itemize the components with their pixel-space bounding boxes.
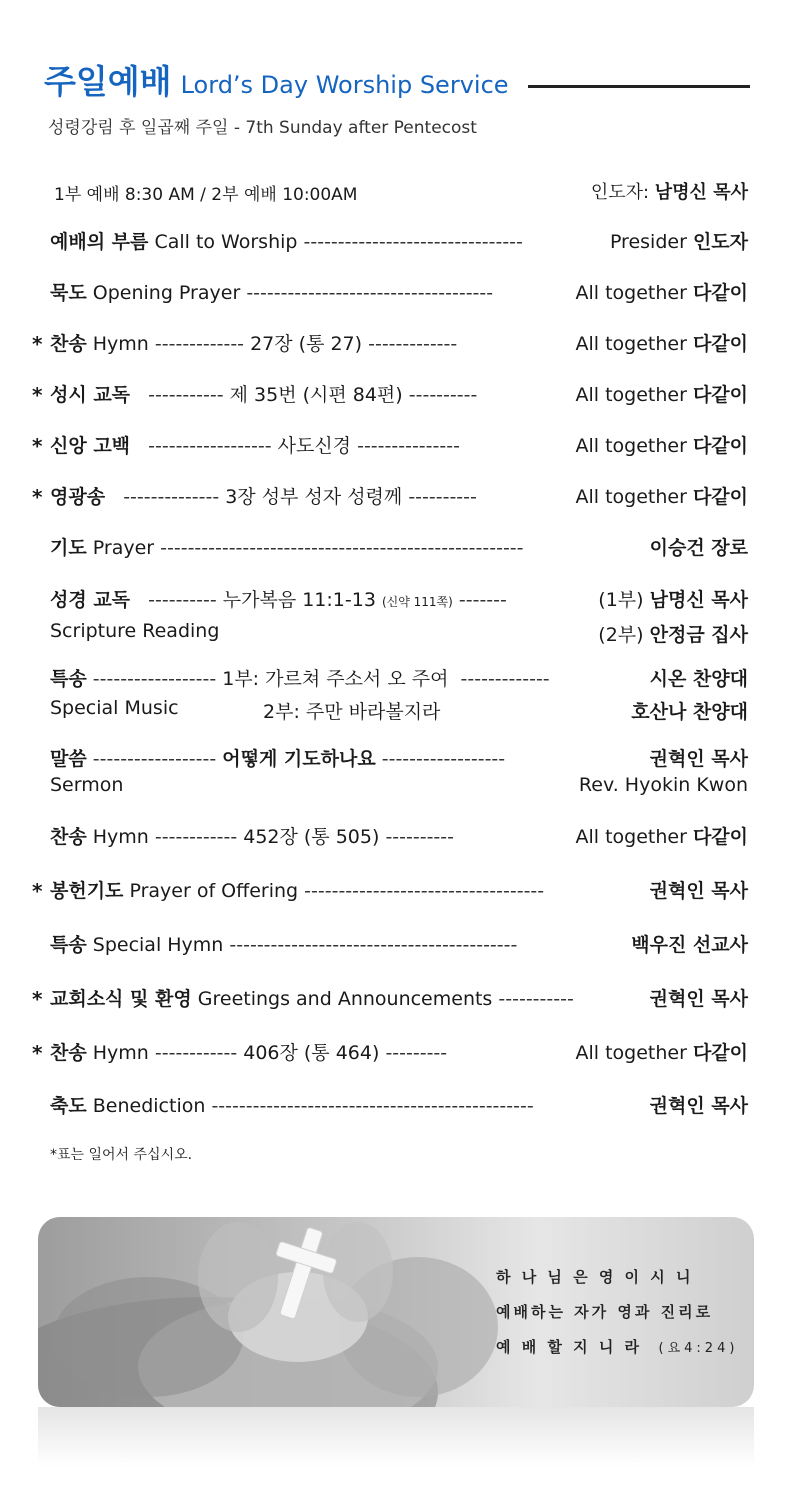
order-row: [0, 984, 800, 1014]
special-music-title-en: Special Music: [50, 697, 179, 719]
item-leader-en: Presider: [609, 231, 687, 253]
sermon-title-en: Sermon: [50, 774, 124, 796]
dash-leader: -------------: [460, 668, 550, 690]
item-detail: 406장 (통 464): [243, 1042, 380, 1064]
dash-leader: ------------------: [92, 748, 217, 770]
leader-name: 남명신 목사: [654, 182, 748, 203]
special-music-row-2: [0, 697, 800, 727]
dash-leader: ------------------: [92, 668, 217, 690]
item-leader-en: All together: [575, 826, 687, 848]
dash-leader: ------------------: [148, 435, 272, 457]
order-row: [0, 876, 800, 906]
choir-2: 호산나 찬양대: [631, 701, 748, 723]
stand-mark: *: [32, 383, 43, 407]
item-title-ko: 영광송: [50, 486, 106, 508]
choir-1: 시온 찬양대: [649, 668, 748, 690]
order-row: [0, 278, 800, 308]
item-leader-en: All together: [575, 384, 687, 406]
scripture-title-ko: 성경 교독: [50, 589, 131, 611]
item-detail: 사도신경: [277, 435, 352, 457]
title-divider: [528, 85, 750, 88]
reader-2-name: 안정금 집사: [649, 624, 748, 646]
item-leader-ko: 다같이: [692, 384, 748, 406]
item-title-ko: 성시 교독: [50, 384, 131, 406]
dash-leader: --------------------------------: [303, 231, 523, 253]
reader-1-tag: (1부): [598, 589, 644, 611]
order-row: [0, 482, 800, 512]
dash-leader: ----------: [148, 589, 217, 611]
dash-leader: -------------: [368, 333, 458, 355]
item-leader-en: All together: [575, 282, 687, 304]
sermon-title-ko: 말씀: [50, 748, 87, 770]
item-title-ko: 찬송: [50, 826, 87, 848]
item-title-en: Greetings and Announcements: [197, 988, 493, 1010]
item-title-en: Prayer of Offering: [129, 880, 299, 902]
item-title-en: Hymn: [92, 1042, 149, 1064]
item-detail: 3장 성부 성자 성령께: [225, 486, 403, 508]
item-leader-en: All together: [575, 435, 687, 457]
item-title-ko: 기도: [50, 537, 87, 559]
item-title-en: Call to Worship: [154, 231, 298, 253]
dash-leader: ---------: [385, 1042, 448, 1064]
leader-line: [591, 178, 748, 204]
order-row: [0, 1038, 800, 1068]
special-music-title-ko: 특송: [50, 668, 87, 690]
sermon-row-2: [0, 774, 800, 804]
verse-line-2: 예배하는 자가 영과 진리로: [496, 1303, 714, 1321]
scripture-page-note: (신약 111쪽): [381, 595, 453, 609]
dash-leader: ------------: [154, 826, 238, 848]
item-leader-ko: 권혁인 목사: [649, 1095, 748, 1117]
item-title-en: Benediction: [92, 1095, 206, 1117]
stand-mark: *: [32, 434, 43, 458]
item-leader-ko: 다같이: [692, 1042, 748, 1064]
item-title-ko: 찬송: [50, 1042, 87, 1064]
special-music-2: 2부: 주만 바라볼지라: [263, 701, 441, 723]
sermon-title: 어떻게 기도하나요: [222, 748, 376, 770]
sermon-row: [0, 744, 800, 774]
item-leader-en: All together: [575, 1042, 687, 1064]
item-title-en: Opening Prayer: [92, 282, 241, 304]
item-title-ko: 찬송: [50, 333, 87, 355]
order-row: [0, 380, 800, 410]
item-leader-ko: 다같이: [692, 435, 748, 457]
scripture-title-en: Scripture Reading: [50, 620, 220, 642]
title-korean: 주일예배: [44, 62, 172, 101]
item-leader-ko: 권혁인 목사: [649, 880, 748, 902]
order-row: [0, 431, 800, 461]
item-leader-ko: 다같이: [692, 333, 748, 355]
title-english: Lord’s Day Worship Service: [180, 71, 509, 99]
item-leader-ko: 다같이: [692, 282, 748, 304]
scripture-row: [0, 585, 800, 615]
reader-2-tag: (2부): [598, 624, 644, 646]
verse-line-3-text: 예 배 할 지 니 라: [496, 1338, 643, 1356]
stand-mark: *: [32, 987, 43, 1011]
item-leader-ko: 이승건 장로: [649, 537, 748, 559]
dash-leader: -------: [458, 589, 507, 611]
item-leader-ko: 백우진 선교사: [631, 934, 748, 956]
item-detail: 452장 (통 505): [243, 826, 380, 848]
stand-footnote: *표는 일어서 주십시오.: [50, 1147, 193, 1163]
item-title-ko: 신앙 고백: [50, 435, 131, 457]
scripture-passage: 누가복음 11:1-13: [222, 589, 376, 611]
dash-leader: ----------: [408, 486, 477, 508]
item-title-en: Hymn: [92, 333, 149, 355]
item-leader-ko: 인도자: [692, 231, 748, 253]
page-subtitle: 성령강림 후 일곱째 주일 - 7th Sunday after Pentecost: [48, 118, 477, 138]
verse-line-3: [496, 1336, 738, 1357]
dash-leader: ----------: [385, 826, 454, 848]
order-row: [0, 930, 800, 960]
item-title-ko: 축도: [50, 1095, 87, 1117]
dash-leader: -----------: [498, 988, 574, 1010]
item-detail: 제 35번 (시편 84편): [229, 384, 403, 406]
item-title-ko: 봉헌기도: [50, 880, 124, 902]
dash-leader: ------------------------------------------: [229, 934, 518, 956]
item-title-ko: 예배의 부름: [50, 231, 149, 253]
reader-1-name: 남명신 목사: [649, 589, 748, 611]
dash-leader: ---------------: [357, 435, 460, 457]
item-title-ko: 교회소식 및 환영: [50, 988, 192, 1010]
order-row: [0, 533, 800, 563]
item-title-ko: 묵도: [50, 282, 87, 304]
item-leader-ko: 다같이: [692, 486, 748, 508]
preacher-name: 권혁인 목사: [649, 748, 748, 770]
dash-leader: -----------------------------------------------: [211, 1095, 534, 1117]
order-row: [0, 329, 800, 359]
special-music-1: 1부: 가르쳐 주소서 오 주여: [222, 668, 449, 690]
leader-label: 인도자:: [590, 182, 650, 203]
verse-reference: (요4:24): [658, 1341, 739, 1356]
stand-mark: *: [32, 332, 43, 356]
item-leader-ko: 다같이: [692, 826, 748, 848]
stand-mark: *: [32, 879, 43, 903]
photo-reflection: [38, 1407, 754, 1467]
service-times: 1부 예배 8:30 AM / 2부 예배 10:00AM: [54, 185, 358, 205]
order-row: [0, 227, 800, 257]
item-leader-ko: 권혁인 목사: [649, 988, 748, 1010]
page-title: [44, 56, 509, 103]
preacher-name-en: Rev. Hyokin Kwon: [578, 774, 748, 796]
scripture-row-2: [0, 620, 800, 650]
item-title-en: Hymn: [92, 826, 149, 848]
order-row: [0, 822, 800, 852]
dash-leader: ----------: [408, 384, 478, 406]
dash-leader: -----------: [148, 384, 224, 406]
item-title-ko: 특송: [50, 934, 87, 956]
dash-leader: --------------: [123, 486, 220, 508]
dash-leader: ------------------: [381, 748, 506, 770]
item-title-en: Prayer: [92, 537, 155, 559]
verse-line-1: 하 나 님 은 영 이 시 니: [496, 1268, 694, 1286]
stand-mark: *: [32, 1041, 43, 1065]
dash-leader: -------------: [154, 333, 245, 355]
dash-leader: ------------: [154, 1042, 238, 1064]
item-title-en: Special Hymn: [92, 934, 224, 956]
dash-leader: -----------------------------------: [304, 880, 545, 902]
item-leader-en: All together: [575, 486, 687, 508]
item-leader-en: All together: [575, 333, 687, 355]
stand-mark: *: [32, 485, 43, 509]
dash-leader: -----------------------------------------------------: [160, 537, 524, 559]
order-row: [0, 1091, 800, 1121]
special-music-row: [0, 664, 800, 694]
dash-leader: ------------------------------------: [246, 282, 494, 304]
item-detail: 27장 (통 27): [250, 333, 363, 355]
